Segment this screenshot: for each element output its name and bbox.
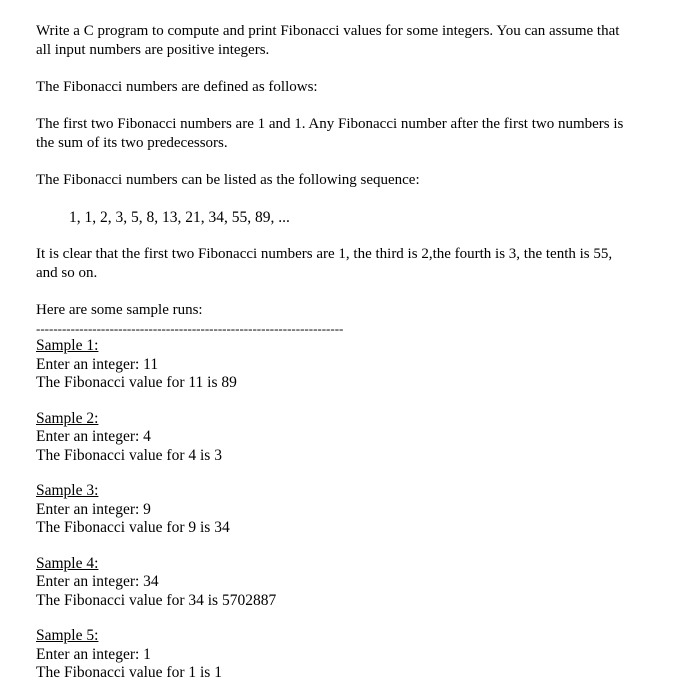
sample-prompt: Enter an integer: 4 bbox=[36, 428, 151, 445]
sample-prompt: Enter an integer: 1 bbox=[36, 645, 151, 663]
explanation-paragraph: It is clear that the first two Fibonacci numbers are 1, the third is 2,the fourth is 3, the tenth is 55, and so on. bbox=[36, 246, 613, 281]
document-body bbox=[36, 22, 636, 683]
sample-block bbox=[36, 337, 636, 393]
sample-title: Sample 2: bbox=[36, 409, 99, 427]
sample-prompt: Enter an integer: 34 bbox=[36, 573, 159, 590]
sample-result: The Fibonacci value for 9 is 34 bbox=[36, 519, 230, 536]
sample-block bbox=[36, 555, 636, 611]
sequence-heading: The Fibonacci numbers can be listed as the following sequence: bbox=[36, 172, 420, 188]
fibonacci-sequence: 1, 1, 2, 3, 5, 8, 13, 21, 34, 55, 89, ... bbox=[69, 209, 290, 226]
sample-result: The Fibonacci value for 34 is 5702887 bbox=[36, 591, 277, 609]
sample-title: Sample 1: bbox=[36, 337, 99, 354]
sample-result: The Fibonacci value for 4 is 3 bbox=[36, 446, 222, 464]
definition-paragraph: The first two Fibonacci numbers are 1 and 1. Any Fibonacci number after the first two numbers is the sum of its two predecessors. bbox=[36, 116, 624, 151]
sample-result: The Fibonacci value for 11 is 89 bbox=[36, 374, 237, 391]
sample-prompt: Enter an integer: 11 bbox=[36, 355, 159, 373]
samples-heading: Here are some sample runs: bbox=[36, 302, 203, 318]
sample-title: Sample 5: bbox=[36, 627, 99, 644]
sample-title: Sample 4: bbox=[36, 554, 99, 572]
sample-block bbox=[36, 410, 636, 466]
sample-result: The Fibonacci value for 1 is 1 bbox=[36, 664, 222, 681]
sample-block bbox=[36, 627, 636, 683]
sample-block bbox=[36, 482, 636, 538]
sample-prompt: Enter an integer: 9 bbox=[36, 500, 151, 518]
intro-paragraph: Write a C program to compute and print Fibonacci values for some integers. You can assume that all input numbers are positive integers. bbox=[36, 23, 620, 58]
divider-line: ----------------------------------------------------------------------- bbox=[36, 321, 344, 336]
definition-heading: The Fibonacci numbers are defined as follows: bbox=[36, 79, 318, 95]
sample-title: Sample 3: bbox=[36, 482, 99, 499]
